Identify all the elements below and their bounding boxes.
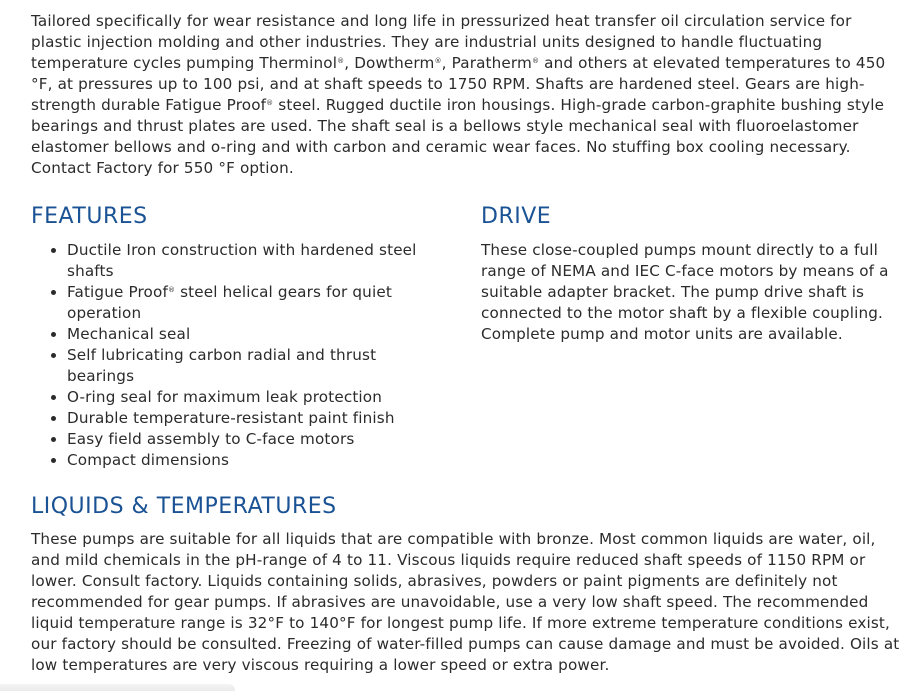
bottom-edge-shadow (0, 684, 235, 691)
features-heading: FEATURES (31, 204, 148, 229)
drive-text: These close-coupled pumps mount directly to a full range of NEMA and IEC C-face motors by means of a suitable adapter bracket. The pump drive shaft is connected to the motor shaft by a flexible coupling. Complete pump and motor units are available. (481, 241, 889, 343)
liquids-text: These pumps are suitable for all liquids that are compatible with bronze. Most common liquids are water, oil, and mild chemicals in the pH-range of 4 to 11. Viscous liquids require reduced shaft speeds of 1150 RPM or lower. Consult factory. Liquids containing solids, abrasives, powders or paint pigments are definitely not recommended for gear pumps. If abrasives are unavoidable, use a very low shaft speed. The recommended liquid temperature range is 32°F to 140°F for longest pump life. If more extreme temperature conditions exist, our factory should be consulted. Freezing of water-filled pumps can cause damage and must be avoided. Oils at low temperatures are very viscous requiring a lower speed or extra power. (31, 530, 900, 674)
drive-section (481, 204, 901, 345)
feature-item: • O-ring seal for maximum leak protection (67, 387, 461, 408)
intro-text-3: , Paratherm (441, 54, 532, 72)
feature-item: • Durable temperature-resistant paint finish (67, 408, 461, 429)
registered-mark: ® (532, 57, 540, 65)
intro-text-4: and others at elevated temperatures to 450 °F, at pressures up to 100 psi, and at shaft speeds to 1750 RPM. Shafts are hardened steel. Gears are high-strength durable Fatigue Proof (31, 54, 886, 114)
feature-item: • Compact dimensions (67, 450, 461, 471)
features-section (31, 204, 461, 471)
registered-mark: ® (266, 99, 274, 107)
features-list (31, 240, 461, 471)
feature-item: • Ductile Iron construction with hardened steel shafts (67, 240, 461, 282)
intro-text-2: , Dowtherm (344, 54, 435, 72)
intro-paragraph (31, 11, 901, 179)
feature-item-text: Fatigue Proof (67, 283, 168, 301)
intro-text-1: Tailored specifically for wear resistance and long life in pressurized heat transfer oil circulation service for plastic injection molding and other industries. They are industrial units designed to handle fluctuating temperature cycles pumping Therminol (31, 12, 852, 72)
feature-item: • Mechanical seal (67, 324, 461, 345)
liquids-heading: LIQUIDS & TEMPERATURES (31, 494, 337, 519)
feature-item: • Easy field assembly to C-face motors (67, 429, 461, 450)
liquids-section (31, 494, 905, 676)
registered-mark: ® (167, 286, 176, 294)
feature-item (67, 282, 461, 324)
feature-item-text: steel helical gears for quiet operation (67, 283, 392, 322)
drive-heading: DRIVE (481, 204, 552, 229)
intro-text-5: steel. Rugged ductile iron housings. High-grade carbon-graphite bushing style bearings and thrust plates are used. The shaft seal is a bellows style mechanical seal with fluoroelastomer elastomer bellows and o-ring and with carbon and ceramic wear faces. No stuffing box cooling necessary. Contact Factory for 550 °F option. (31, 96, 885, 177)
registered-mark: ® (434, 57, 442, 65)
feature-item: • Self lubricating carbon radial and thrust bearings (67, 345, 461, 387)
registered-mark: ® (337, 57, 345, 65)
